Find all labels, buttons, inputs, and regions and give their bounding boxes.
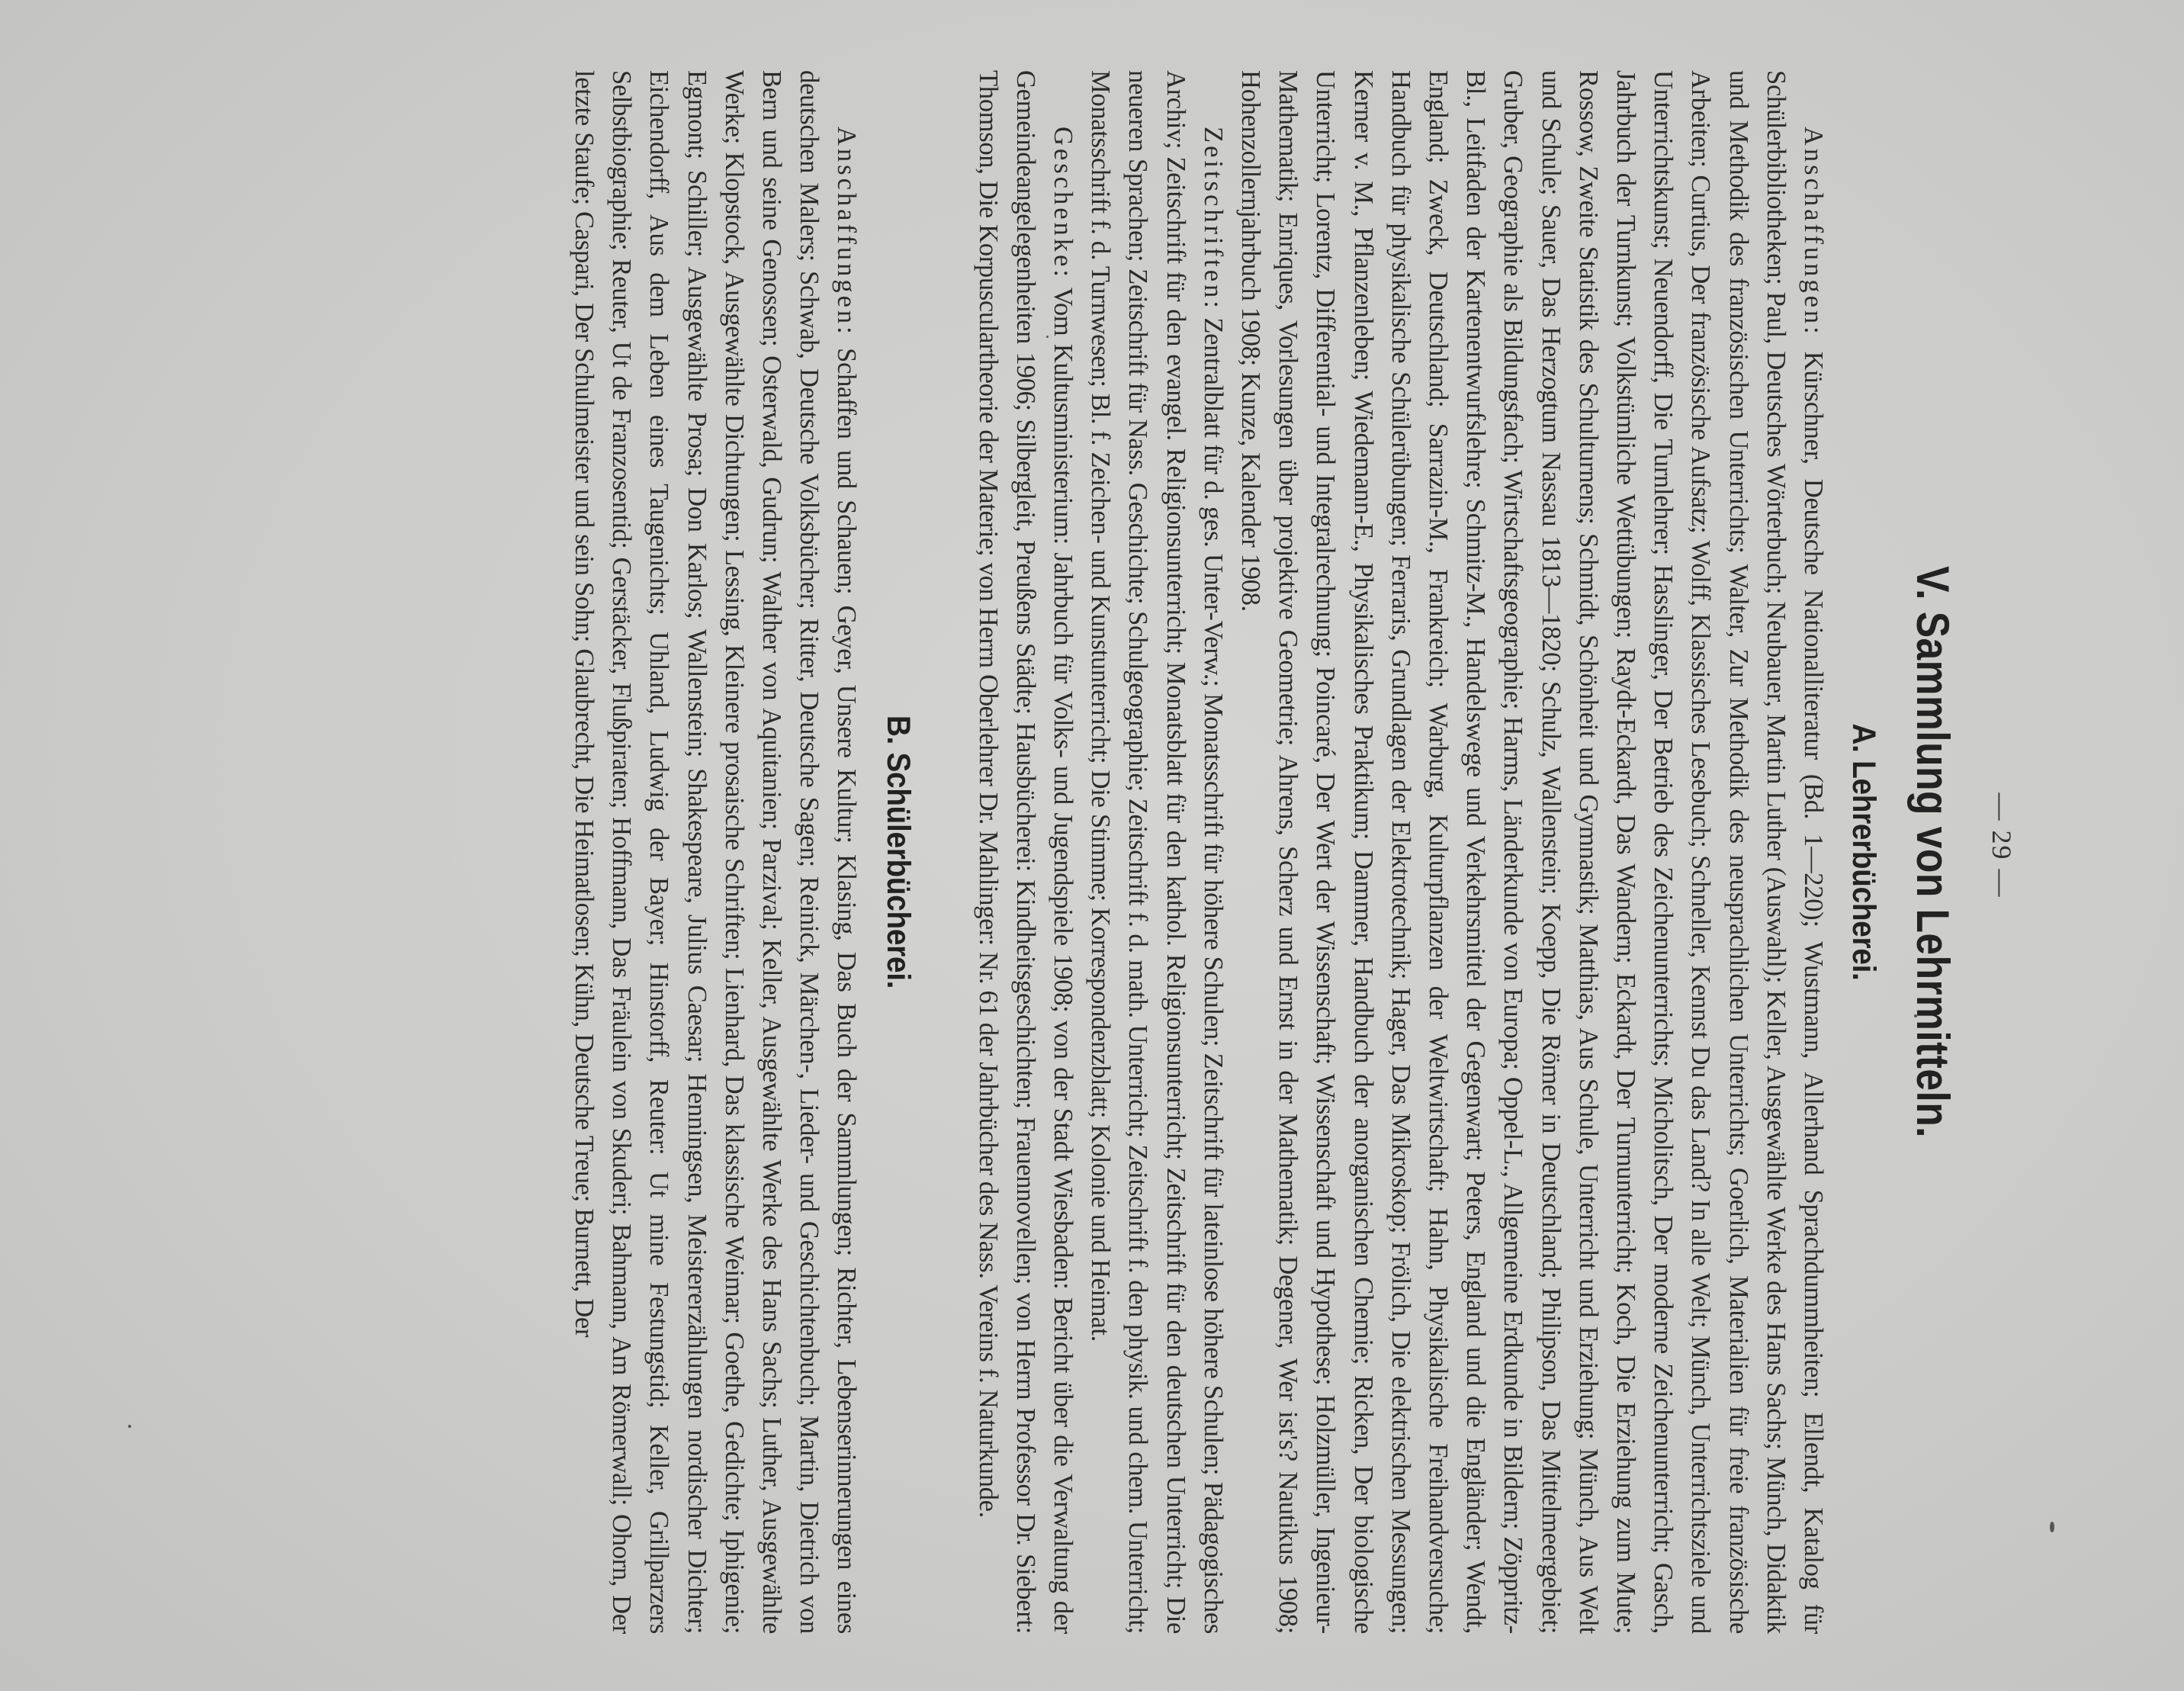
chapter-title: V. Sammlung von Lehrmitteln. [1907, 566, 1958, 1138]
text-block [565, 70, 1963, 1634]
paragraph-text: Vom Kultusministerium: Jahrbuch für Volks- und Jugendspiele 1908; von der Stadt Wiesbaden: Bericht über die Verwaltung der Gemeindeangelegenheiten 1906; Silbergleit, Preußens Städte; Hausbücherei: Kindheitsgeschichten; Frauennovellen; von Herrn Professor Dr. Siebert: Thomson, Die Korpusculartheorie der Materie; von Herrn Oberlehrer Dr. Mahlinger: Nr. 61 der Jahrbücher des Nass. Vereins f. Naturkunde. [973, 70, 1078, 1634]
section-a-title: A. Lehrerbücherei. [1845, 723, 1882, 981]
paragraph-text: Schaffen und Schauen; Geyer, Unsere Kultur; Klasing, Das Buch der Sammlungen; Richter, Lebenserinnerungen eines deutschen Malers; Schwab, Deutsche Volksbücher; Ritter, Deutsche Sagen; Reinick, Märchen-, Lieder- und Geschichtenbuch; Martin, Dietrich von Bern und seine Genossen; Osterwald, Gudrun; Walther von Aquitanien; Parzival; Keller, Ausgewählte Werke des Hans Sachs; Luther, Ausgewählte Werke; Klopstock, Ausgewählte Dichtungen; Lessing, Kleinere prosaische Schriften; Lienhard, Das klassische Weimar; Goethe, Gedichte; Iphigenie; Egmont; Schiller; Ausgewählte Prosa; Don Karlos; Wallenstein; Shakespeare, Julius Caesar; Henningsen, Meistererzählungen nordischer Dichter; Eichendorff, Aus dem Leben eines Taugenichts; Uhland, Ludwig der Bayer; Hinstorff, Reuter: Ut mine Festungstid; Keller, Grillparzers Selbstbiographie; Reuter, Ut de Franzosentid; Gerstäcker, Flußpiraten; Hoffmann, Das Fräulein von Skuderi; Bahmann, Am Römerwall; Ohorn, Der letzte Staufe; Caspari, Der Schulmeister und sein Sohn; Glaubrecht, Die Heimatlosen; Kühn, Deutsche Treue; Burnett, Der [569, 70, 862, 1634]
paragraph-text: Kürschner, Deutsche Nationalliteratur (Bd. 1—220); Wustmann, Allerhand Sprachdummheiten; Ellendt, Katalog für Schülerbibliotheken; Paul, Deutsches Wörterbuch; Neubauer, Martin Luther (Auswahl); Keller, Ausgewählte Werke des Hans Sachs; Münch, Didaktik und Methodik des französischen Unterrichts; Walter, Zur Methodik des neusprachlichen Unterrichts; Goerlich, Materialien für freie französische Arbeiten; Curtius, Der französische Aufsatz; Wolff, Klassisches Lesebuch; Schneller, Kennst Du das Land? In alle Welt; Münch, Unterrichtsziele und Unterrichtskunst; Neuendorff, Die Turnlehrer; Hasslinger, Der Betrieb des Zeichenunterrichts; Micholitsch, Der moderne Zeichenunterricht; Gasch, Jahrbuch der Turnkunst; Volkstümliche Wettübungen; Raydt-Eckardt, Das Wandern; Eckardt, Der Turnunterricht; Koch, Die Erziehung zum Mute; Rossow, Zweite Statistik des Schulturnens; Schmidt, Schönheit und Gymnastik; Matthias, Aus Schule, Unterricht und Erziehung; Münch, Aus Welt und Schule; Sauer, Das Herzogtum Nassau 1813—1820; Schulz, Wallenstein; Koepp, Die Römer in Deutschland; Philipson, Das Mittelmeergebiet; Gruber, Geographie als Bildungsfach; Wirtschaftsgeographie; Harms, Länderkunde von Europa; Oppel-L., Allgemeine Erdkunde in Bildern; Zöppritz-Bl., Leitfaden der Kartenentwurfslehre; Schmitz-M., Handelswege und Verkehrsmittel der Gegenwart; Peters, England und die Engländer; Wendt, England; Zweck, Deutschland; Sarrazin-M., Frankreich; Warburg, Kulturpflanzen der Weltwirtschaft; Hahn, Physikalische Freihandversuche; Handbuch für physikalische Schülerübungen; Ferraris, Grundlagen der Elektrotechnik; Hager, Das Mikroskop; Frölich, Die elektrischen Messungen; Kerner v. M., Pflanzenleben; Wiedemann-E., Physikalisches Praktikum; Dammer, Handbuch der anorganischen Chemie; Ricken, Der biologische Unterricht; Lorentz, Differential- und Integralrechnung; Poincaré, Der Wert der Wissenschaft; Wissenschaft und Hypothese; Holzmüller, Ingenieur-Mathematik; Enriques, Vorlesungen über projektive Geometrie; Ahrens, Scherz und Ernst in der Mathematik; Degener, Wer ist's? Nautikus 1908; Hohenzollernjahrbuch 1908; Kunze, Kalender 1908. [1235, 70, 1828, 1634]
paragraph-anschaffungen-lehrer [1232, 70, 1832, 1634]
paragraph-anschaffungen-schueler [565, 70, 866, 1634]
paragraph-geschenke [968, 70, 1081, 1634]
paragraph-lead: Anschaffungen: [832, 127, 862, 337]
paragraph-text: Zentralblatt für d. ges. Unter-Verw.; Monatsschrift für höhere Schulen; Zeitschrift für lateinlose höhere Schulen; Pädagogisches Archiv; Zeitschrift für den evangel. Religionsunterricht; Monatsblatt für den kathol. Religionsunterricht; Zeitschrift für den deutschen Unterricht; Die neueren Sprachen; Zeitschrift für Nass. Geschichte; Schulgeographie; Zeitschrift f. d. math. Unterricht; Zeitschrift f. den physik. und chem. Unterricht; Monatsschrift f. d. Turnwesen; Bl. f. Zeichen- und Kunstunterricht; Die Stimme; Korrespondenzblatt; Kolonie und Heimat. [1086, 70, 1228, 1634]
paragraph-lead: Geschenke: [1048, 127, 1078, 280]
section-b-title: B. Schülerbücherei. [880, 715, 917, 989]
paragraph-lead: Anschaffungen: [1799, 127, 1828, 337]
page-number: — 29 — [1986, 792, 2017, 899]
paragraph-zeitschriften [1081, 70, 1232, 1634]
paragraph-lead: Zeitschriften: [1198, 127, 1228, 311]
